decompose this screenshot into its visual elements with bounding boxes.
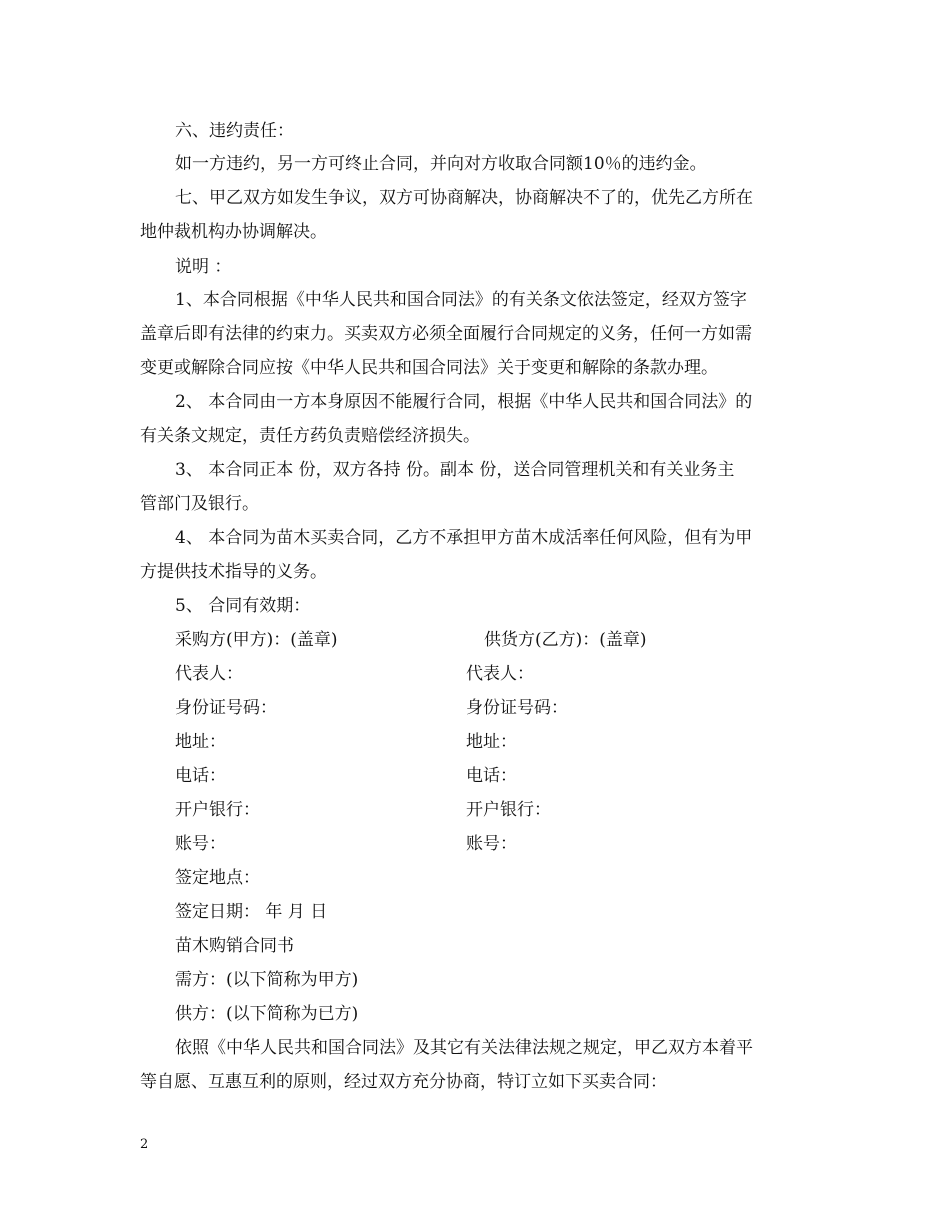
seller-bank: 开户银行： xyxy=(466,800,551,820)
section-six-heading: 六、违约责任： xyxy=(175,121,294,141)
seller-address: 地址： xyxy=(466,732,517,752)
note-1-line-3: 变更或解除合同应按《中华人民共和国合同法》关于变更和解除的条款办理。 xyxy=(140,358,718,378)
seller-account: 账号： xyxy=(466,834,517,854)
dispute-clause-line-2: 地仲裁机构办协调解决。 xyxy=(140,222,327,242)
seller-representative: 代表人： xyxy=(466,664,534,684)
notes-heading: 说明 ： xyxy=(175,257,232,277)
note-4-line-1: 4、 本合同为苗木买卖合同，乙方不承担甲方苗木成活率任何风险，但有为甲 xyxy=(175,528,753,548)
dispute-clause-line-1: 七、甲乙双方如发生争议，双方可协商解决，协商解决不了的，优先乙方所在 xyxy=(175,188,753,208)
note-4-line-2: 方提供技术指导的义务。 xyxy=(140,562,327,582)
page-number: 2 xyxy=(140,1137,149,1152)
seller-phone: 电话： xyxy=(466,766,517,786)
buyer-phone: 电话： xyxy=(175,766,226,786)
buyer-id-number: 身份证号码： xyxy=(175,698,277,718)
buyer-representative: 代表人： xyxy=(175,664,243,684)
note-2-line-1: 2、 本合同由一方本身原因不能履行合同，根据《中华人民共和国合同法》的 xyxy=(175,392,753,412)
second-contract-intro-line-2: 等自愿、互惠互利的原则，经过双方充分协商，特订立如下买卖合同： xyxy=(140,1072,667,1092)
note-1-line-2: 盖章后即有法律的约束力。买卖双方必须全面履行合同规定的义务，任何一方如需 xyxy=(140,324,752,344)
note-1-line-1: 1、本合同根据《中华人民共和国合同法》的有关条文依法签定，经双方签字 xyxy=(175,290,747,310)
note-5-validity: 5、 合同有效期： xyxy=(175,596,311,616)
buyer-account: 账号： xyxy=(175,834,226,854)
seller-title: 供货方(乙方)：(盖章) xyxy=(484,630,647,650)
buyer-title: 采购方(甲方)：(盖章) xyxy=(175,630,338,650)
second-contract-title: 苗木购销合同书 xyxy=(175,936,294,956)
note-2-line-2: 有关条文规定，责任方药负责赔偿经济损失。 xyxy=(140,426,480,446)
second-contract-intro-line-1: 依照《中华人民共和国合同法》及其它有关法律法规之规定，甲乙双方本着平 xyxy=(175,1038,753,1058)
second-contract-seller: 供方：(以下简称为已方) xyxy=(175,1004,359,1024)
signing-place: 签定地点： xyxy=(175,868,260,888)
breach-clause: 如一方违约，另一方可终止合同，并向对方收取合同额10％的违约金。 xyxy=(175,154,707,174)
seller-id-number: 身份证号码： xyxy=(466,698,568,718)
buyer-address: 地址： xyxy=(175,732,226,752)
second-contract-buyer: 需方：(以下简称为甲方) xyxy=(175,970,359,990)
note-3-line-2: 管部门及银行。 xyxy=(140,494,259,514)
signing-date: 签定日期： 年 月 日 xyxy=(175,902,328,922)
buyer-bank: 开户银行： xyxy=(175,800,260,820)
note-3-line-1: 3、 本合同正本 份，双方各持 份。副本 份，送合同管理机关和有关业务主 xyxy=(175,460,735,480)
